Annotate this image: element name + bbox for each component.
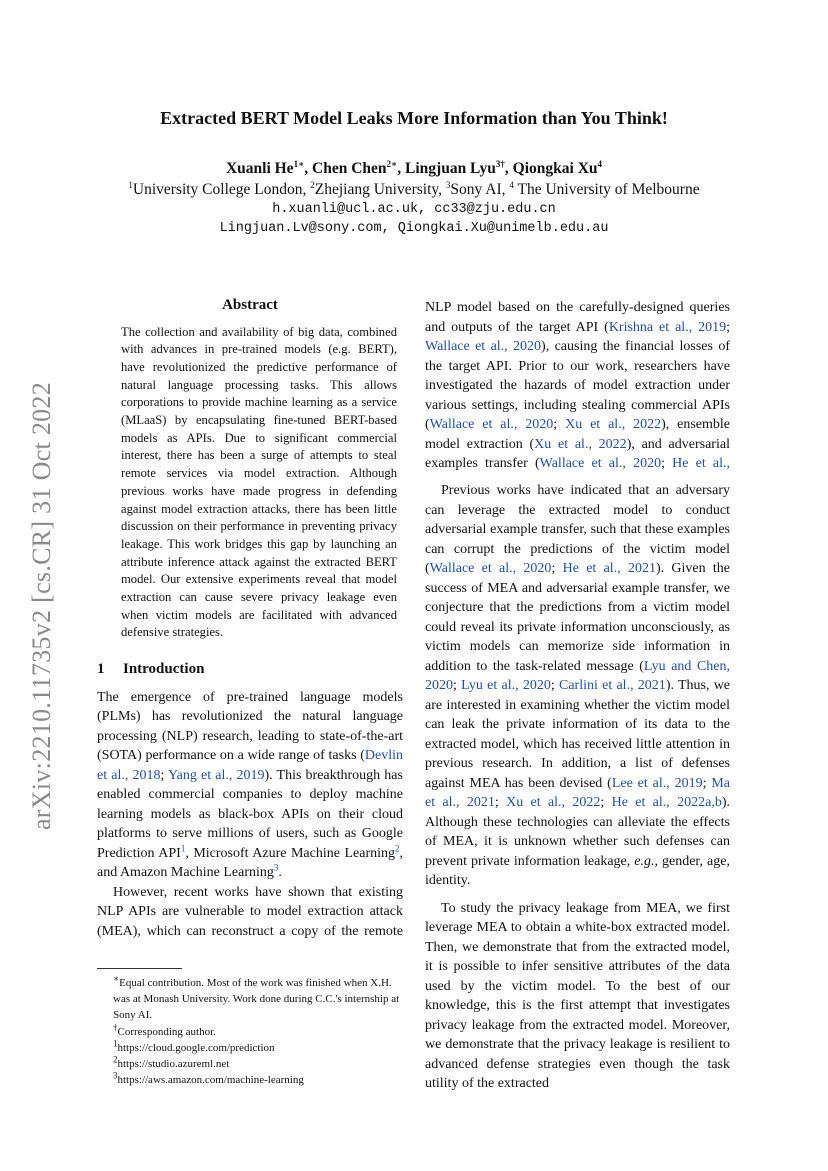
body-text: ). This breakthrough has enabled commercial companies to deploy machine learning models as black-box APIs on their cloud platforms to serve millions of users, such as Google Prediction API (97, 767, 403, 861)
citation-link[interactable]: Wallace et al., 2020 (425, 339, 542, 354)
left-column (97, 296, 403, 941)
body-text: The emergence of pre-trained language models (PLMs) has revolutionized the natural language processing (NLP) research, leading to state-of-the-art (SOTA) performance on a wide range of tasks ( (97, 689, 403, 764)
body-text: ; (550, 678, 559, 693)
body-text: gender, age, identity. (425, 853, 730, 888)
affiliation-name: Sony AI (450, 181, 502, 198)
body-text: ; (160, 767, 168, 783)
affiliation-mark: 2 (310, 179, 315, 190)
intro-paragraph-1 (97, 688, 403, 883)
body-text: However, recent works have shown that existing NLP APIs are vulnerable to model extraction attack (MEA), which can reconstruct a copy of the remote (97, 884, 403, 939)
affiliation-list: $^1$University College London, $^2$Zhejiang University, $^3$Sony AI, $^4$ The University of Melbourne (128, 179, 700, 198)
body-text: ; (661, 456, 673, 471)
body-text: ; (453, 678, 462, 693)
abstract-heading: Abstract (222, 297, 278, 313)
body-text: NLP model based on the carefully-designed queries and outputs of the target API ( (425, 300, 730, 335)
body-text: ; (726, 319, 730, 335)
body-text: . (278, 865, 282, 881)
body-text: ; (494, 795, 507, 810)
intro-paragraph-2-start (97, 883, 403, 941)
citation-link[interactable]: He et al., 2022a,b (611, 795, 722, 810)
body-text: Previous works have indicated that an adversary can leverage the extracted model to conduct adversarial example transfer, such that these examples can corrupt the predictions of the victim model ( (425, 483, 730, 576)
section-heading (97, 660, 403, 680)
citation-link[interactable]: Yang et al., 2019 (167, 767, 265, 783)
emphasis-text: e.g., (634, 853, 658, 869)
body-text: ; (702, 775, 712, 791)
author-name: Lingjuan Lyu (405, 160, 496, 177)
citation-link[interactable]: Xu et al., 2022 (565, 417, 662, 432)
footnote (97, 975, 403, 1024)
body-text: , and Amazon Machine Learning (97, 845, 403, 881)
continued-text (425, 298, 730, 473)
body-text: ). Thus, we are interested in examining whether the victim model can leak the private information of its data to the extracted model, which has received little attention in previous research. In addition, a list of defenses against MEA has been devised ( (425, 678, 731, 791)
citation-link[interactable]: He et al., 2021 (562, 561, 656, 576)
body-text: ). Given the success of MEA and adversarial example transfer, we conjecture that the predictions from a victim model could reveal its private information unconsciously, as victim models can memorize side information in addition to the task-related message ( (425, 561, 731, 674)
citation-link[interactable]: Devlin et al., 2018 (97, 748, 403, 783)
author-marks: 3† (495, 158, 505, 169)
author-marks: 2∗ (386, 158, 398, 169)
footnote-text: Corresponding author. (117, 1025, 216, 1038)
footnote-mark: ∗ (113, 973, 120, 984)
section-number: 1 (97, 661, 105, 678)
body-text: ). Although these technologies can alleviate the effects of MEA, it is unknown whether such defenses can prevent private information leakage, (425, 795, 730, 869)
footnote-text: Equal contribution. Most of the work was finished when X.H. was at Monash University. Work done during C.C.'s internship at Sony AI. (113, 977, 400, 1022)
footnote (97, 1021, 403, 1040)
affiliation-name: Zhejiang University (314, 181, 439, 198)
citation-link[interactable]: Wallace et al., 2020 (539, 456, 662, 471)
footnote-link[interactable]: https://cloud.google.com/prediction (117, 1041, 275, 1054)
citation-link[interactable]: Ma et al., 2021 (425, 775, 730, 810)
footnote (97, 1040, 403, 1056)
body-text: ; (551, 561, 563, 576)
intro-paragraph-2-continued (425, 298, 730, 473)
citation-link[interactable]: Lyu et al., 2020 (461, 678, 551, 693)
affiliation-name: University College London (132, 181, 303, 198)
body-text: ), causing the financial losses of the target API. Prior to our work, researchers have investigated the hazards of model extraction under various settings, including stealing commercial APIs ( (425, 339, 730, 432)
affiliation-mark: 1 (128, 179, 133, 190)
author-name: Xuanli He (225, 160, 294, 177)
footnote-mark: † (113, 1021, 118, 1032)
footnote-rule (97, 968, 182, 969)
email-line: h.xuanli@ucl.ac.uk, cc33@zju.edu.cn (272, 202, 556, 217)
author-name: Qiongkai Xu (512, 160, 598, 177)
citation-link[interactable]: Wallace et al., 2020 (429, 561, 552, 576)
intro-paragraph-3 (425, 481, 730, 891)
author-marks: 4 (597, 158, 603, 169)
footnote-ref[interactable]: 3 (273, 862, 279, 873)
footnote-mark: 2 (113, 1054, 118, 1065)
body-text: ; (553, 417, 566, 432)
author-list: Xuanli $He^{1∗}$, Chen Chen$^{2∗}$, Lingjuan Lyu$^{3\dagger}$, Qiongkai Xu$^4$ (225, 158, 603, 177)
footnote-ref[interactable]: 2 (395, 843, 400, 853)
intro-paragraph-4: To study the privacy leakage from MEA, we first leverage MEA to obtain a white-box extracted model. Then, we demonstrate that from the extracted model, it is possible to infer sensitive attributes of the data used by the victim model. To the best of our knowledge, this is the first attempt that investigates privacy leakage from the extracted model. Moreover, we demonstrate that the privacy leakage is resilient to advanced defense strategies even though the task utility of the extracted (425, 900, 730, 1091)
arxiv-identifier-text: arXiv:2210.11735v2 [cs.CR] 31 Oct 2022 (27, 381, 56, 831)
affiliation-mark: 4 (509, 179, 514, 190)
abstract-text: The collection and availability of big data, combined with advances in pre-trained models (e.g. BERT), have revolutionized the predictive performance of natural language processing tasks. This allows corporations to provide machine learning as a service (MLaaS) by encapsulating fine-tuned BERT-based models as APIs. Due to significant commercial interest, there has been a surge of attempts to steal remote services via model extraction. Although previous works have made progress in defending against model extraction attacks, there has been little discussion on their performance in preventing privacy leakage. This work bridges this gap by launching an attribute inference attack against the extracted BERT model. Our extensive experiments reveal that model extraction can cause severe privacy leakage even when victim models are facilitated with advanced defensive strategies. (121, 324, 397, 640)
footnote-link[interactable]: https://aws.amazon.com/machine-learning (117, 1074, 304, 1087)
author-name: Chen Chen (312, 160, 387, 177)
body-text: , Microsoft Azure Machine Learning (185, 845, 395, 861)
citation-link[interactable]: Krishna et al., 2019 (608, 319, 727, 335)
footnote-link[interactable]: https://studio.azureml.net (117, 1058, 230, 1071)
footnote-mark: 3 (113, 1070, 118, 1081)
body-text: ; (600, 795, 612, 810)
citation-link[interactable]: Xu et al., 2022 (506, 795, 601, 810)
paper-title: Extracted BERT Model Leaks More Information than You Think! (160, 108, 668, 128)
footnotes (97, 968, 403, 1088)
right-column (425, 298, 730, 1094)
footnote (97, 1056, 403, 1072)
citation-link[interactable]: Lee et al., 2019 (611, 775, 703, 791)
footnote-mark: 1 (113, 1038, 118, 1049)
citation-link[interactable]: Wallace et al., 2020 (429, 417, 554, 432)
body-text: ), and adversarial examples transfer ( (425, 436, 730, 471)
author-marks: 1∗ (293, 158, 305, 169)
footnote-ref[interactable]: 1 (180, 843, 186, 853)
citation-link[interactable]: Carlini et al., 2021 (559, 678, 666, 693)
affiliation-mark: 3 (445, 179, 451, 190)
footnote (97, 1072, 403, 1088)
citation-link[interactable]: He et al., (672, 456, 730, 471)
citation-link[interactable]: Lyu and Chen, 2020 (425, 658, 731, 693)
citation-link[interactable]: Xu et al., 2022 (534, 436, 627, 452)
arxiv-identifier (22, 362, 62, 850)
section-title: Introduction (123, 661, 205, 678)
affiliation-name: The University of Melbourne (517, 181, 700, 198)
body-text: ), ensemble model extraction ( (425, 417, 730, 452)
email-line: Lingjuan.Lv@sony.com, Qiongkai.Xu@unimelb.edu.au (219, 221, 609, 236)
